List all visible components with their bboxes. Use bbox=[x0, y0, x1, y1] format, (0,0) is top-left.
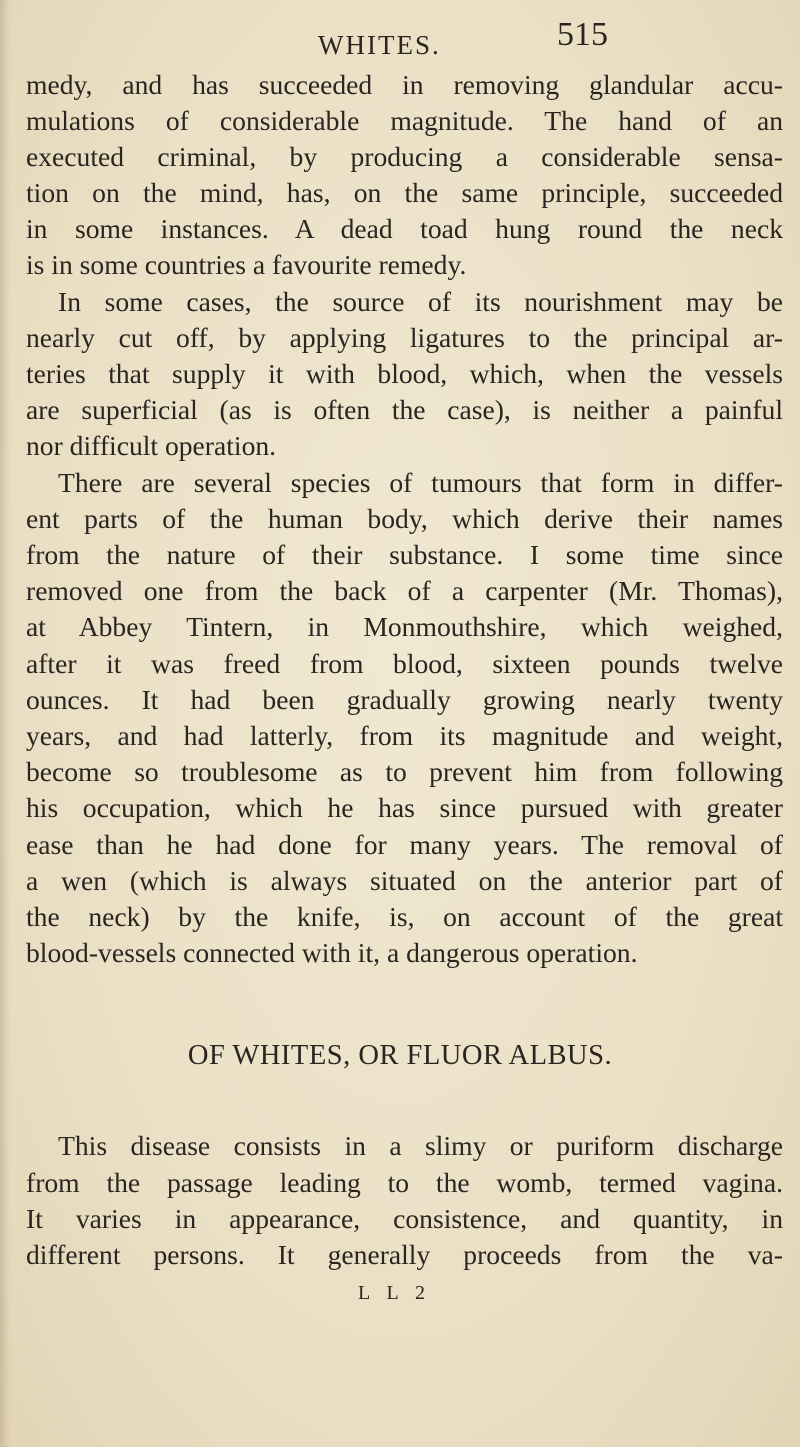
text-line: from the nature of their substance. I some time since bbox=[26, 539, 783, 570]
text-line: at Abbey Tintern, in Monmouthshire, which weighed, bbox=[26, 611, 783, 642]
text-line: in some instances. A dead toad hung round the neck bbox=[26, 213, 783, 244]
gutter-shadow bbox=[0, 0, 10, 1447]
signature-mark: L L 2 bbox=[358, 1282, 431, 1304]
text-line: after it was freed from blood, sixteen pounds twelve bbox=[26, 648, 783, 679]
text-line: medy, and has succeeded in removing glandular accu- bbox=[26, 69, 783, 100]
text-line: In some cases, the source of its nourishment may be bbox=[58, 286, 783, 317]
text-line: There are several species of tumours that form in differ- bbox=[58, 467, 783, 498]
text-line: teries that supply it with blood, which, when the vessels bbox=[26, 358, 783, 389]
text-line: become so troublesome as to prevent him from following bbox=[26, 756, 783, 787]
page-header bbox=[0, 12, 800, 62]
text-line: ent parts of the human body, which derive their names bbox=[26, 503, 783, 534]
text-line: different persons. It generally proceeds from the va- bbox=[26, 1239, 783, 1270]
text-line: from the passage leading to the womb, termed vagina. bbox=[26, 1167, 783, 1198]
running-head: WHITES. bbox=[318, 30, 441, 60]
text-line: years, and had latterly, from its magnitude and weight, bbox=[26, 720, 783, 751]
text-line: ease than he had done for many years. The removal of bbox=[26, 829, 783, 860]
text-line: nor difficult operation. bbox=[26, 430, 277, 461]
text-line: the neck) by the knife, is, on account of the great bbox=[26, 901, 783, 932]
text-line: his occupation, which he has since pursued with greater bbox=[26, 792, 783, 823]
text-line: blood-vessels connected with it, a dangerous operation. bbox=[26, 937, 638, 968]
text-line: executed criminal, by producing a considerable sensa- bbox=[26, 141, 783, 172]
text-line: removed one from the back of a carpenter (Mr. Thomas), bbox=[26, 575, 783, 606]
text-line: nearly cut off, by applying ligatures to the principal ar- bbox=[26, 322, 783, 353]
text-line: ounces. It had been gradually growing nearly twenty bbox=[26, 684, 783, 715]
section-heading: OF WHITES, OR FLUOR ALBUS. bbox=[187, 1040, 613, 1071]
text-line: a wen (which is always situated on the anterior part of bbox=[26, 865, 783, 896]
text-line: mulations of considerable magnitude. The hand of an bbox=[26, 105, 783, 136]
text-line: tion on the mind, has, on the same principle, succeeded bbox=[26, 177, 783, 208]
text-line: This disease consists in a slimy or puriform discharge bbox=[58, 1130, 783, 1161]
text-line: is in some countries a favourite remedy. bbox=[26, 249, 467, 280]
text-line: It varies in appearance, consistence, and quantity, in bbox=[26, 1203, 783, 1234]
page-number: 515 bbox=[557, 16, 608, 53]
text-line: are superficial (as is often the case), is neither a painful bbox=[26, 394, 783, 425]
